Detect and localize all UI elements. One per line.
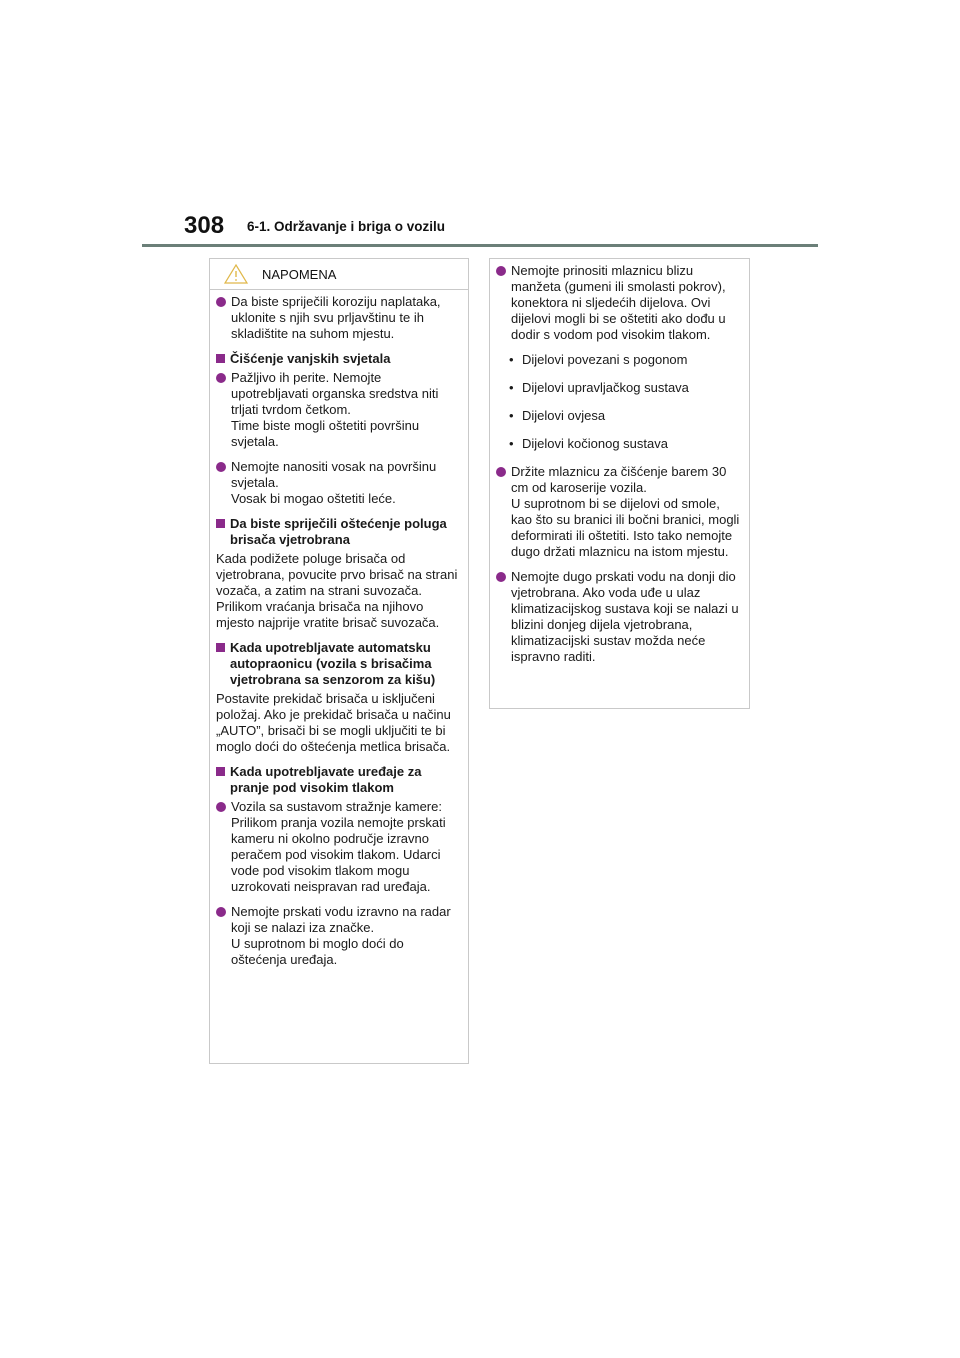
square-marker-icon	[216, 767, 225, 776]
section-title: 6-1. Održavanje i briga o vozilu	[247, 219, 446, 234]
warning-triangle-icon	[224, 264, 248, 284]
heading-text: Čišćenje vanjskih svjetala	[230, 351, 391, 366]
square-marker-icon	[216, 519, 225, 528]
paragraph: Postavite prekidač brisača u isključeni položaj. Ako je prekidač brisača u načinu „AUTO”, brisači bi se mogli uključiti te bi moglo doći do oštećenja metlica brisača.	[216, 691, 451, 754]
sub-list-item	[496, 408, 741, 424]
list-item	[496, 263, 741, 343]
heading-text: Kada upotrebljavate uređaje za pranje pod visokim tlakom	[230, 764, 422, 795]
bullet-dot-icon	[216, 802, 226, 812]
bullet-dot-icon	[216, 907, 226, 917]
sub-item-text: Dijelovi ovjesa	[522, 408, 606, 423]
sub-list-item	[496, 352, 741, 368]
list-item	[496, 464, 741, 560]
sub-list-item	[496, 436, 741, 452]
sub-item-text: Dijelovi kočionog sustava	[522, 436, 668, 451]
sub-item-text: Dijelovi upravljačkog sustava	[522, 380, 689, 395]
notice-box-left	[209, 258, 469, 1064]
bullet-text: Da biste spriječili koroziju naplataka, uklonite s njih svu prljavštinu te ih skladištite na suhom mjestu.	[231, 294, 441, 341]
sub-bullet-marker: •	[509, 352, 514, 367]
subsection-heading	[216, 640, 460, 688]
bullet-text-extra: U suprotnom bi moglo doći do oštećenja uređaja.	[231, 936, 404, 967]
subsection-heading	[216, 351, 460, 367]
notice-box-right	[489, 258, 750, 709]
list-item	[496, 569, 741, 665]
bullet-dot-icon	[216, 297, 226, 307]
sub-bullet-marker: •	[509, 408, 514, 423]
heading-text: Kada upotrebljavate automatsku autopraonicu (vozila s brisačima vjetrobrana sa senzorom za kišu)	[230, 640, 436, 687]
sub-bullet-marker: •	[509, 380, 514, 395]
bullet-text: Nemojte prinositi mlaznicu blizu manžeta (gumeni ili smolasti pokrov), konektora ni sljedećih dijelova. Ovi dijelovi mogli bi se oštetiti ako dođu u dodir s vodom pod visokim tlakom.	[511, 263, 726, 342]
bullet-dot-icon	[496, 266, 506, 276]
list-item	[216, 294, 460, 342]
bullet-text-extra: U suprotnom bi se dijelovi od smole, kao što su branici ili bočni branici, mogli deformirati ili oštetiti. Isto tako nemojte dugo držati mlaznicu na istom mjestu.	[511, 496, 740, 559]
square-marker-icon	[216, 643, 225, 652]
subsection-heading	[216, 764, 460, 796]
heading-text: Da biste spriječili oštećenje poluga brisača vjetrobrana	[230, 516, 447, 547]
bullet-text: Nemojte nanositi vosak na površinu svjetala.	[231, 459, 437, 490]
bullet-dot-icon	[216, 462, 226, 472]
sub-bullet-marker: •	[509, 436, 514, 451]
paragraph: Kada podižete poluge brisača od vjetrobrana, povucite prvo brisač na strani vozača, a zatim na strani suvozača. Prilikom vraćanja brisača na njihovo mjesto najprije vratite brisač suvozača.	[216, 551, 458, 630]
sub-item-text: Dijelovi povezani s pogonom	[522, 352, 688, 367]
list-item	[216, 370, 460, 450]
header-rule	[142, 244, 818, 247]
bullet-text: Nemojte prskati vodu izravno na radar koji se nalazi iza značke.	[231, 904, 451, 935]
sub-list-item	[496, 380, 741, 396]
bullet-text: Nemojte dugo prskati vodu na donji dio vjetrobrana. Ako voda uđe u ulaz klimatizacijskog sustava koji se nalazi u blizini donjeg dijela vjetrobrana, klimatizacijski sustav možda neće ispravno raditi.	[511, 569, 739, 664]
square-marker-icon	[216, 354, 225, 363]
bullet-text: Držite mlaznicu za čišćenje barem 30 cm od karoserije vozila.	[511, 464, 727, 495]
bullet-dot-icon	[496, 572, 506, 582]
bullet-text: Pažljivo ih perite. Nemojte upotrebljavati organska sredstva niti trljati tvrdom četkom.	[231, 370, 439, 417]
bullet-dot-icon	[216, 373, 226, 383]
notice-header	[210, 259, 468, 290]
notice-title: NAPOMENA	[262, 266, 337, 282]
page-number: 308	[184, 212, 225, 239]
list-item	[216, 904, 460, 968]
bullet-dot-icon	[496, 467, 506, 477]
bullet-text-extra: Vosak bi mogao oštetiti leće.	[231, 491, 396, 506]
list-item	[216, 459, 460, 507]
subsection-heading	[216, 516, 460, 548]
bullet-text: Vozila sa sustavom stražnje kamere: Prilikom pranja vozila nemojte prskati kameru ni okolno područje izravno peračem pod visokim tlakom. Udarci vode pod visokim tlakom mogu uzrokovati neispravan rad uređaja.	[231, 799, 446, 894]
bullet-text-extra: Time biste mogli oštetiti površinu svjetala.	[231, 418, 420, 449]
list-item	[216, 799, 460, 895]
